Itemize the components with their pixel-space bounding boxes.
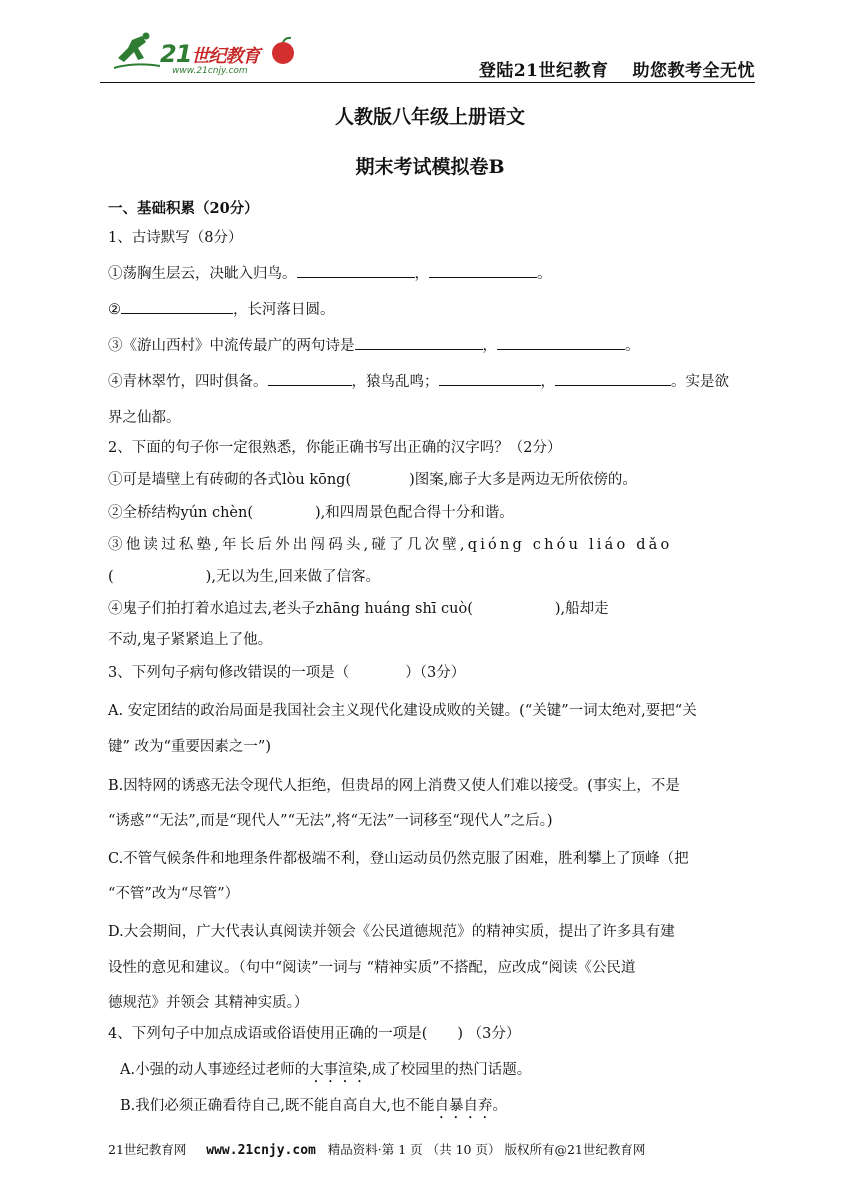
q3-option-b-cont: “诱惑”“无法”,而是“现代人”“无法”,将“无法”一词移至“现代人”之后。)	[108, 813, 553, 829]
answer-blank[interactable]	[297, 263, 415, 278]
page-footer	[108, 1140, 645, 1158]
slogan-right: 助您教考全无忧	[632, 61, 755, 81]
dotted-phrase: 大事渲染	[309, 1062, 368, 1078]
q3-option-d-cont2: 德规范》并领会 其精神实质。）	[108, 995, 309, 1011]
q3-option-a-cont: 键” 改为“重要因素之一”)	[108, 739, 272, 755]
footer-url[interactable]: www.21cnjy.com	[206, 1143, 316, 1158]
q4-option-b: B.我们必须正确看待自己,既不能自高自大,也不能自暴自弃。	[120, 1098, 507, 1114]
section-heading: 一、基础积累（20分）	[108, 200, 259, 217]
q2-item-b: ②全桥结构yún chèn( ),和四周景色配合得十分和谐。	[108, 505, 514, 521]
footer-info: 精品资料·第 1 页 （共 10 页） 版权所有@21世纪教育网	[327, 1142, 646, 1157]
q1-item-d-cont: 界之仙都。	[108, 410, 181, 426]
footer-site: 21世纪教育网	[108, 1142, 187, 1157]
page-header	[100, 28, 755, 83]
doc-subtitle: 期末考试模拟卷B	[355, 156, 505, 178]
q2-item-d-cont: 不动,鬼子紧紧追上了他。	[108, 632, 273, 648]
answer-blank[interactable]	[121, 299, 233, 314]
q3-option-a: A. 安定团结的政治局面是我国社会主义现代化建设成败的关键。(“关键”一词太绝对,要把“关	[108, 703, 697, 719]
answer-blank[interactable]	[268, 371, 352, 386]
q2-item-c: ③他读过私塾,年长后外出闯码头,碰了几次壁,qióng chóu liáo dǎo	[108, 537, 673, 553]
answer-blank[interactable]	[355, 335, 483, 350]
q3-option-c: C.不管气候条件和地理条件都极端不利，登山运动员仍然克服了困难，胜利攀上了顶峰（把	[108, 851, 689, 867]
q2-heading: 2、下面的句子你一定很熟悉，你能正确书写出正确的汉字吗？（2分）	[108, 440, 562, 456]
q1-item-c: ③《游山西村》中流传最广的两句诗是 ， 。	[108, 334, 640, 355]
doc-title: 人教版八年级上册语文	[334, 106, 525, 128]
logo-wordmark: 21世纪教育	[160, 40, 260, 68]
answer-blank[interactable]	[439, 371, 541, 386]
slogan-left: 登陆21世纪教育	[478, 61, 609, 81]
q4-heading: 4、下列句子中加点成语或俗语使用正确的一项是( ) （3分）	[108, 1026, 521, 1042]
q3-option-d: D.大会期间，广大代表认真阅读并领会《公民道德规范》的精神实质，提出了许多具有建	[108, 924, 675, 940]
logo-url: www.21cnjy.com	[172, 66, 248, 76]
answer-blank[interactable]	[555, 371, 671, 386]
q1-item-a: ①荡胸生层云，决眦入归鸟。 ， 。	[108, 262, 552, 283]
answer-blank[interactable]	[497, 335, 625, 350]
q4-option-a: A.小强的动人事迹经过老师的大事渲染,成了校园里的热门话题。	[120, 1062, 532, 1078]
q2-item-d: ④鬼子们拍打着水追过去,老头子zhāng huáng shī cuò( ),船却走	[108, 601, 609, 617]
dotted-phrase: 自暴自弃	[434, 1098, 493, 1114]
q1-heading: 1、古诗默写（8分）	[108, 230, 243, 246]
q2-item-a: ①可是墙壁上有砖砌的各式lòu kōng( )图案,廊子大多是两边无所依傍的。	[108, 472, 637, 488]
header-slogan	[455, 56, 755, 81]
q3-heading: 3、下列句子病句修改错误的一项是（ ）（3分）	[108, 665, 466, 681]
q1-item-b: ② ，长河落日圆。	[108, 298, 335, 319]
q1-item-d: ④青林翠竹，四时俱备。 ，猿鸟乱鸣； ， 。实是欲	[108, 370, 729, 391]
q2-item-c-cont: ( ),无以为生,回来做了信客。	[108, 569, 381, 585]
apple-icon	[268, 36, 298, 66]
site-logo	[110, 32, 310, 78]
q3-option-c-cont: “不管”改为“尽管”）	[108, 886, 240, 902]
q3-option-b: B.因特网的诱惑无法令现代人拒绝，但贵昂的网上消费又使人们难以接受。(事实上，不是	[108, 778, 680, 794]
q3-option-d-cont: 设性的意见和建议。（句中“阅读”一词与 “精神实质”不搭配，应改成“阅读《公民道	[108, 960, 636, 976]
answer-blank[interactable]	[429, 263, 537, 278]
